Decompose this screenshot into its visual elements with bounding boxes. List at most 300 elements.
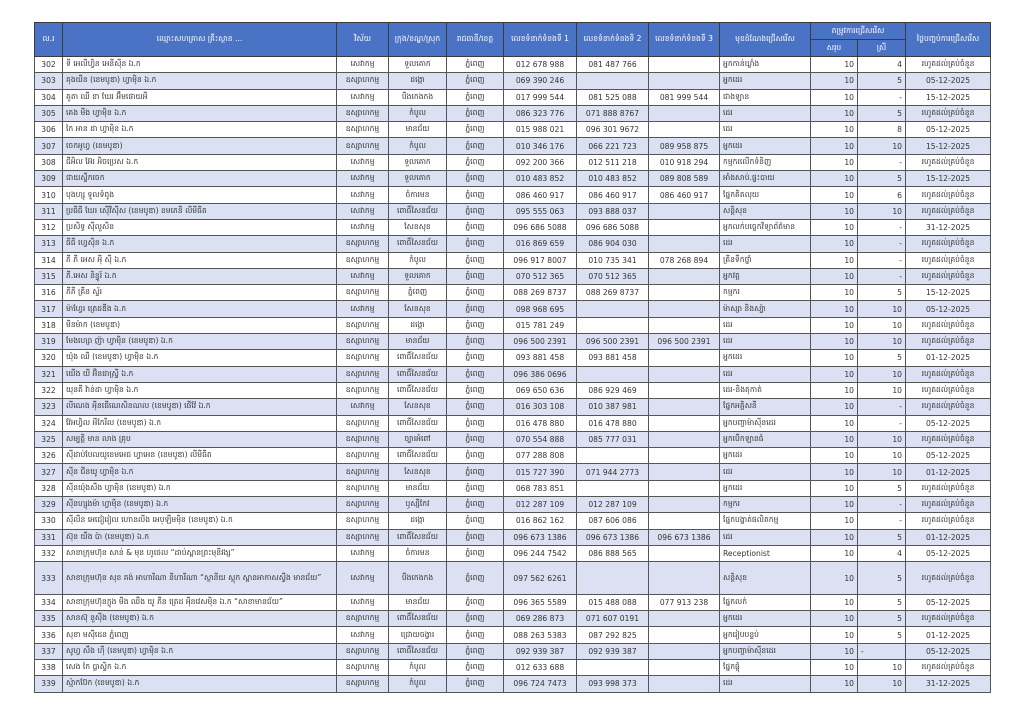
phone-3-cell <box>649 301 720 317</box>
phone-3-cell <box>649 643 720 659</box>
sector-cell: សេវាកម្ម <box>337 203 389 219</box>
table-row <box>35 252 991 268</box>
sector-cell: ឧស្សាហកម្ម <box>337 366 389 382</box>
sector-cell: ឧស្សាហកម្ម <box>337 122 389 138</box>
position-cell: ផ្នែកលក់ <box>720 594 811 610</box>
district-cell: ពោធិ៍សែនជ័យ <box>389 366 447 382</box>
total-count-cell: 10 <box>811 562 858 595</box>
total-count-cell: 10 <box>811 545 858 561</box>
end-date-cell: រហូតដល់គ្រប់ចំនួន <box>906 611 991 627</box>
table-row <box>35 659 991 675</box>
sector-cell: សេវាកម្ម <box>337 301 389 317</box>
table-row <box>35 382 991 398</box>
female-count-cell: 10 <box>858 301 906 317</box>
phone-2-cell: 092 939 387 <box>577 643 649 659</box>
position-cell: គ្រីនទឹកថ្នាំ <box>720 252 811 268</box>
phone-1-cell: 016 478 880 <box>504 415 577 431</box>
company-name-cell: ជីអិល អ៊ែរ អិចប្រេស ឯ.ក <box>63 154 337 170</box>
end-date-cell: រហូតដល់គ្រប់ចំនួន <box>906 480 991 496</box>
total-count-cell: 10 <box>811 529 858 545</box>
company-name-cell: យើង យី អ៊ិនដាស្ទ្រី ឯ.ក <box>63 366 337 382</box>
sector-cell: ឧស្សាហកម្ម <box>337 448 389 464</box>
phone-1-cell: 070 554 888 <box>504 431 577 447</box>
table-row <box>35 350 991 366</box>
female-count-cell: 6 <box>858 187 906 203</box>
end-date-cell: 05-12-2025 <box>906 643 991 659</box>
table-row <box>35 154 991 170</box>
sector-cell: សេវាកម្ម <box>337 154 389 170</box>
phone-1-cell: 096 917 8007 <box>504 252 577 268</box>
phone-2-cell: 010 483 852 <box>577 171 649 187</box>
row-no-cell: 339 <box>35 676 63 692</box>
position-cell: អ្នកបញ្ជាម៉ាស៊ីនដេរ <box>720 643 811 659</box>
position-cell: កម្មករ <box>720 497 811 513</box>
phone-2-cell: 010 387 981 <box>577 399 649 415</box>
phone-2-cell: 088 269 8737 <box>577 285 649 301</box>
phone-1-cell: 069 286 873 <box>504 611 577 627</box>
sector-cell: ឧស្សាហកម្ម <box>337 105 389 121</box>
province-cell: ភ្នំពេញ <box>447 497 504 513</box>
end-date-cell: រហូតដល់គ្រប់ចំនួន <box>906 659 991 675</box>
table-row <box>35 480 991 496</box>
table-row <box>35 105 991 121</box>
phone-3-cell <box>649 497 720 513</box>
total-count-cell: 10 <box>811 513 858 529</box>
total-count-cell: 10 <box>811 334 858 350</box>
end-date-cell: រហូតដល់គ្រប់ចំនួន <box>906 382 991 398</box>
end-date-cell: 15-12-2025 <box>906 89 991 105</box>
phone-2-cell: 093 888 037 <box>577 203 649 219</box>
district-cell: ជ្រោយចង្វារ <box>389 627 447 643</box>
district-cell: មានជ័យ <box>389 594 447 610</box>
sector-cell: ឧស្សាហកម្ម <box>337 659 389 675</box>
row-no-cell: 334 <box>35 594 63 610</box>
table-row <box>35 399 991 415</box>
phone-3-cell: 086 460 917 <box>649 187 720 203</box>
phone-1-cell: 016 869 659 <box>504 236 577 252</box>
province-cell: ភ្នំពេញ <box>447 187 504 203</box>
province-cell: ភ្នំពេញ <box>447 236 504 252</box>
province-cell: ភ្នំពេញ <box>447 545 504 561</box>
phone-3-cell <box>649 627 720 643</box>
sector-cell: ឧស្សាហកម្ម <box>337 382 389 398</box>
phone-2-cell: 016 478 880 <box>577 415 649 431</box>
end-date-cell: 01-12-2025 <box>906 627 991 643</box>
row-no-cell: 305 <box>35 105 63 121</box>
sector-cell: ឧស្សាហកម្ម <box>337 73 389 89</box>
province-cell: ភ្នំពេញ <box>447 105 504 121</box>
province-cell: ភ្នំពេញ <box>447 268 504 284</box>
position-cell: អ្នកដេរ <box>720 480 811 496</box>
phone-1-cell: 096 673 1386 <box>504 529 577 545</box>
phone-2-cell: 071 607 0191 <box>577 611 649 627</box>
province-cell: ភ្នំពេញ <box>447 611 504 627</box>
table-row <box>35 236 991 252</box>
phone-1-cell: 096 500 2391 <box>504 334 577 350</box>
company-name-cell: បុងហ្សុ ទួលទំពូង <box>63 187 337 203</box>
phone-3-cell <box>649 366 720 382</box>
end-date-cell: រហូតដល់គ្រប់ចំនួន <box>906 105 991 121</box>
position-cell: ដេរ <box>720 366 811 382</box>
phone-2-cell: 085 777 031 <box>577 431 649 447</box>
total-count-cell: 10 <box>811 464 858 480</box>
phone-2-cell: 070 512 365 <box>577 268 649 284</box>
phone-1-cell: 086 460 917 <box>504 187 577 203</box>
end-date-cell: រហូតដល់គ្រប់ចំនួន <box>906 203 991 219</box>
district-cell: សែនសុខ <box>389 301 447 317</box>
phone-3-cell <box>649 203 720 219</box>
female-count-cell: 8 <box>858 122 906 138</box>
phone-3-cell <box>649 122 720 138</box>
row-no-cell: 314 <box>35 252 63 268</box>
province-cell: ភ្នំពេញ <box>447 334 504 350</box>
district-cell: កំបូល <box>389 138 447 154</box>
end-date-cell: រហូតដល់គ្រប់ចំនួន <box>906 57 991 73</box>
company-name-cell: សាខាក្រុមហ៊ុន សាន់ & មុន ហូថេល “ដាប់ស្ពានព្រះមុនីវង្ស” <box>63 545 337 561</box>
sector-cell: ឧស្សាហកម្ម <box>337 676 389 692</box>
company-name-cell: សេង កៃ ប្លាស្ទិក ឯ.ក <box>63 659 337 675</box>
company-name-cell: សូហ្វ សឹង ហ៊ី (ខេមបូឌា) ហ្វាម៉ិន ឯ.ក <box>63 643 337 659</box>
phone-2-cell: 086 929 469 <box>577 382 649 398</box>
sector-cell: សេវាកម្ម <box>337 89 389 105</box>
phone-2-cell: 010 735 341 <box>577 252 649 268</box>
end-date-cell: 05-12-2025 <box>906 301 991 317</box>
female-count-cell: - <box>858 89 906 105</box>
phone-3-cell <box>649 676 720 692</box>
phone-1-cell: 088 263 5383 <box>504 627 577 643</box>
row-no-cell: 311 <box>35 203 63 219</box>
female-count-cell: 5 <box>858 562 906 595</box>
total-count-cell: 10 <box>811 89 858 105</box>
row-no-cell: 330 <box>35 513 63 529</box>
district-cell: ដង្កោ <box>389 317 447 333</box>
province-cell: ភ្នំពេញ <box>447 219 504 235</box>
table-row <box>35 268 991 284</box>
position-cell: កម្មករ <box>720 285 811 301</box>
province-cell: ភ្នំពេញ <box>447 464 504 480</box>
position-cell: អ្នកដេរ <box>720 350 811 366</box>
company-name-cell: ចេកអូហ្វ (ខេមបូឌា) <box>63 138 337 154</box>
province-cell: ភ្នំពេញ <box>447 480 504 496</box>
end-date-cell: 05-12-2025 <box>906 73 991 89</box>
position-cell: កម្មករលើកទំនិញ <box>720 154 811 170</box>
end-date-cell: 05-12-2025 <box>906 448 991 464</box>
total-count-cell: 10 <box>811 236 858 252</box>
female-count-cell: 10 <box>858 448 906 464</box>
phone-1-cell: 010 483 852 <box>504 171 577 187</box>
phone-2-cell: 096 686 5088 <box>577 219 649 235</box>
table-row <box>35 431 991 447</box>
position-cell: ដេរ <box>720 529 811 545</box>
total-count-cell: 10 <box>811 268 858 284</box>
female-count-cell: 10 <box>858 366 906 382</box>
position-cell: ដេរ <box>720 464 811 480</box>
position-cell: អ្នកដេរ <box>720 73 811 89</box>
province-cell: ភ្នំពេញ <box>447 285 504 301</box>
district-cell: បឹងកេងកង <box>389 562 447 595</box>
position-cell: ដេរ <box>720 122 811 138</box>
phone-3-cell: 096 500 2391 <box>649 334 720 350</box>
phone-1-cell: 016 862 162 <box>504 513 577 529</box>
sector-cell: ឧស្សាហកម្ម <box>337 529 389 545</box>
female-count-cell: 10 <box>858 334 906 350</box>
row-no-cell: 302 <box>35 57 63 73</box>
phone-3-cell: 096 673 1386 <box>649 529 720 545</box>
phone-1-cell: 010 346 176 <box>504 138 577 154</box>
total-count-cell: 10 <box>811 643 858 659</box>
phone-3-cell <box>649 480 720 496</box>
position-cell: ផ្នែកគិតលុយ <box>720 187 811 203</box>
sector-cell: សេវាកម្ម <box>337 562 389 595</box>
row-no-cell: 316 <box>35 285 63 301</box>
end-date-cell: 01-12-2025 <box>906 529 991 545</box>
district-cell: ទួលគោក <box>389 268 447 284</box>
phone-1-cell: 092 939 387 <box>504 643 577 659</box>
table-row <box>35 138 991 154</box>
phone-3-cell <box>649 350 720 366</box>
position-cell: ផ្នែកផ្គុំ <box>720 659 811 675</box>
phone-3-cell: 010 918 294 <box>649 154 720 170</box>
district-cell: ពោធិ៍សែនជ័យ <box>389 415 447 431</box>
recruitment-table <box>34 22 991 693</box>
district-cell: ចំការមន <box>389 187 447 203</box>
table-row <box>35 57 991 73</box>
row-no-cell: 315 <box>35 268 63 284</box>
total-count-cell: 10 <box>811 219 858 235</box>
phone-1-cell: 095 555 063 <box>504 203 577 219</box>
phone-3-cell: 081 999 544 <box>649 89 720 105</box>
female-count-cell: - <box>858 399 906 415</box>
sector-cell: ឧស្សាហកម្ម <box>337 497 389 513</box>
table-row <box>35 301 991 317</box>
phone-2-cell: 096 301 9672 <box>577 122 649 138</box>
header-position: មុខដំណែងជ្រើសរើស <box>720 23 811 57</box>
row-no-cell: 312 <box>35 219 63 235</box>
end-date-cell: 01-12-2025 <box>906 464 991 480</box>
female-count-cell: - <box>858 154 906 170</box>
district-cell: មានជ័យ <box>389 122 447 138</box>
total-count-cell: 10 <box>811 301 858 317</box>
female-count-cell: 5 <box>858 171 906 187</box>
end-date-cell: រហូតដល់គ្រប់ចំនួន <box>906 187 991 203</box>
table-row <box>35 122 991 138</box>
sector-cell: សេវាកម្ម <box>337 219 389 235</box>
company-name-cell: កៃ អាន ដា ហ្វាម៉ិន ឯ.ក <box>63 122 337 138</box>
phone-2-cell: 087 606 086 <box>577 513 649 529</box>
company-name-cell: ភី.អេស និន្ទូរ៍ ឯ.ក <box>63 268 337 284</box>
district-cell: សែនសុខ <box>389 399 447 415</box>
province-cell: ភ្នំពេញ <box>447 350 504 366</box>
phone-3-cell: 089 958 875 <box>649 138 720 154</box>
table-row <box>35 73 991 89</box>
row-no-cell: 336 <box>35 627 63 643</box>
female-count-cell: 4 <box>858 545 906 561</box>
end-date-cell: រហូតដល់គ្រប់ចំនួន <box>906 399 991 415</box>
phone-2-cell: 086 460 917 <box>577 187 649 203</box>
phone-1-cell: 070 512 365 <box>504 268 577 284</box>
phone-1-cell: 086 323 776 <box>504 105 577 121</box>
row-no-cell: 327 <box>35 464 63 480</box>
table-row <box>35 676 991 692</box>
position-cell: អ្នកដេរ <box>720 138 811 154</box>
end-date-cell: 05-12-2025 <box>906 594 991 610</box>
row-no-cell: 337 <box>35 643 63 659</box>
sector-cell: សេវាកម្ម <box>337 627 389 643</box>
total-count-cell: 10 <box>811 594 858 610</box>
company-name-cell: គុងយីន (ខេមបូឌា) ហ្វាម៉ិន ឯ.ក <box>63 73 337 89</box>
sector-cell: ឧស្សាហកម្ម <box>337 480 389 496</box>
company-name-cell: ភីភី គ្រីន ស្ទ័រ <box>63 285 337 301</box>
phone-1-cell: 015 727 390 <box>504 464 577 480</box>
row-no-cell: 332 <box>35 545 63 561</box>
female-count-cell: 5 <box>858 529 906 545</box>
phone-2-cell: 081 525 088 <box>577 89 649 105</box>
female-count-cell: 5 <box>858 594 906 610</box>
company-name-cell: គូតា ឈី ខា ឃែរ អ៊ឹមផោយអឺ <box>63 89 337 105</box>
province-cell: ភ្នំពេញ <box>447 659 504 675</box>
phone-3-cell <box>649 219 720 235</box>
end-date-cell: រហូតដល់គ្រប់ចំនួន <box>906 334 991 350</box>
phone-1-cell: 096 686 5088 <box>504 219 577 235</box>
phone-1-cell: 012 633 688 <box>504 659 577 675</box>
province-cell: ភ្នំពេញ <box>447 643 504 659</box>
phone-1-cell: 077 288 808 <box>504 448 577 464</box>
header-sector: វិស័យ <box>337 23 389 57</box>
phone-1-cell: 096 244 7542 <box>504 545 577 561</box>
female-count-cell: 5 <box>858 611 906 627</box>
female-count-cell: - <box>858 268 906 284</box>
phone-3-cell <box>649 545 720 561</box>
end-date-cell: រហូតដល់គ្រប់ចំនួន <box>906 268 991 284</box>
position-cell: ដេរ <box>720 317 811 333</box>
province-cell: ភ្នំពេញ <box>447 138 504 154</box>
position-cell: ម៉ាស្សា និងស្ប៉ា <box>720 301 811 317</box>
female-count-cell: 5 <box>858 627 906 643</box>
total-count-cell: 10 <box>811 252 858 268</box>
district-cell: បឹងកេងកង <box>389 89 447 105</box>
row-no-cell: 328 <box>35 480 63 496</box>
header-phone-2: លេខទំនាក់ទំនងទី 2 <box>577 23 649 57</box>
company-name-cell: សុខា មស៊ីដេន ភ្នំពេញ <box>63 627 337 643</box>
total-count-cell: 10 <box>811 105 858 121</box>
sector-cell: សេវាកម្ម <box>337 268 389 284</box>
phone-1-cell: 012 678 988 <box>504 57 577 73</box>
total-count-cell: 10 <box>811 676 858 692</box>
table-row <box>35 464 991 480</box>
total-count-cell: 10 <box>811 480 858 496</box>
district-cell: ពោធិ៍សែនជ័យ <box>389 382 447 398</box>
sector-cell: សេវាកម្ម <box>337 399 389 415</box>
position-cell: ដេរ-និងតុកាត់ <box>720 382 811 398</box>
female-count-cell: 5 <box>858 480 906 496</box>
company-name-cell: ស៊ីលីន អេជៀរៀល ហោនលីង អេប្ឡឺមម៉ិន (ខេមបូឌា) ឯ.ក <box>63 513 337 529</box>
total-count-cell: 10 <box>811 285 858 301</box>
end-date-cell: 15-12-2025 <box>906 138 991 154</box>
province-cell: ភ្នំពេញ <box>447 415 504 431</box>
row-no-cell: 310 <box>35 187 63 203</box>
table-row <box>35 562 991 595</box>
company-name-cell: សានស៊ុ នួស៊ីង (ខេមបូឌា) ឯ.ក <box>63 611 337 627</box>
phone-2-cell: 086 888 565 <box>577 545 649 561</box>
phone-3-cell <box>649 382 720 398</box>
table-row <box>35 415 991 431</box>
company-name-cell: យុនតី វ៉ាន់ដា ហ្វាម៉ិន ឯ.ក <box>63 382 337 398</box>
female-count-cell: 5 <box>858 105 906 121</box>
phone-1-cell: 092 200 366 <box>504 154 577 170</box>
header-phone-3: លេខទំនាក់ទំនងទី 3 <box>649 23 720 57</box>
sector-cell: ឧស្សាហកម្ម <box>337 317 389 333</box>
sector-cell: សេវាកម្ម <box>337 187 389 203</box>
district-cell: ពោធិ៍សែនជ័យ <box>389 203 447 219</box>
header-female: ស្រី <box>858 40 906 57</box>
table-row <box>35 187 991 203</box>
row-no-cell: 321 <box>35 366 63 382</box>
province-cell: ភ្នំពេញ <box>447 252 504 268</box>
position-cell: អ្នកកាន់ឃ្លាំង <box>720 57 811 73</box>
company-name-cell: គេង មីង ហ្វាម៉ិន ឯ.ក <box>63 105 337 121</box>
position-cell: ដេរ <box>720 105 811 121</box>
end-date-cell: រហូតដល់គ្រប់ចំនួន <box>906 317 991 333</box>
table-row <box>35 545 991 561</box>
province-cell: ភ្នំពេញ <box>447 317 504 333</box>
province-cell: ភ្នំពេញ <box>447 399 504 415</box>
sector-cell: ឧស្សាហកម្ម <box>337 252 389 268</box>
row-no-cell: 317 <box>35 301 63 317</box>
phone-3-cell <box>649 268 720 284</box>
position-cell: អ្នកបញ្ជាម៉ាស៊ីនដេរ <box>720 415 811 431</box>
district-cell: ពោធិ៍សែនជ័យ <box>389 611 447 627</box>
row-no-cell: 306 <box>35 122 63 138</box>
female-count-cell: 10 <box>858 317 906 333</box>
company-name-cell: សាខាក្រុមហ៊ុន សុខ គង់ អាហារីណា នីហារីណា “ស្ថានីយ ស្តុក ស្ពានអាកាសស្ទឹង មានជ័យ” <box>63 562 337 595</box>
phone-3-cell <box>649 562 720 595</box>
province-cell: ភ្នំពេញ <box>447 89 504 105</box>
table-row <box>35 611 991 627</box>
header-demand: តម្រូវការជ្រើសរើស <box>811 23 906 40</box>
female-count-cell: - <box>858 497 906 513</box>
position-cell: អ្នកលក់បច្ចេកវិទ្យាព័ត៌មាន <box>720 219 811 235</box>
position-cell: ផ្នែកអគ្គិសនី <box>720 399 811 415</box>
position-cell: ដេរ <box>720 236 811 252</box>
district-cell: ពោធិ៍សែនជ័យ <box>389 643 447 659</box>
female-count-cell: - <box>858 643 906 659</box>
position-cell: អ្នកដេរ <box>720 448 811 464</box>
company-name-cell: ប្រធីធី ឃែរ ស៊ើវីស៊ីស (ខេមបូឌា) ខមភេនី លីមីធីត <box>63 203 337 219</box>
row-no-cell: 324 <box>35 415 63 431</box>
sector-cell: ឧស្សាហកម្ម <box>337 464 389 480</box>
sector-cell: ឧស្សាហកម្ម <box>337 415 389 431</box>
phone-2-cell: 096 500 2391 <box>577 334 649 350</box>
company-name-cell: ធីធី ហ្វេស៊ិន ឯ.ក <box>63 236 337 252</box>
phone-1-cell: 017 999 544 <box>504 89 577 105</box>
phone-1-cell: 015 781 249 <box>504 317 577 333</box>
phone-2-cell <box>577 659 649 675</box>
table-row <box>35 171 991 187</box>
phone-1-cell: 069 650 636 <box>504 382 577 398</box>
table-row <box>35 334 991 350</box>
total-count-cell: 10 <box>811 431 858 447</box>
district-cell: ភ្នំពេញ <box>389 285 447 301</box>
table-row <box>35 89 991 105</box>
phone-3-cell <box>649 464 720 480</box>
district-cell: ដង្កោ <box>389 73 447 89</box>
province-cell: ភ្នំពេញ <box>447 594 504 610</box>
phone-2-cell: 015 488 088 <box>577 594 649 610</box>
phone-1-cell: 097 562 6261 <box>504 562 577 595</box>
district-cell: ពោធិ៍សែនជ័យ <box>389 350 447 366</box>
province-cell: ភ្នំពេញ <box>447 448 504 464</box>
district-cell: កំបូល <box>389 676 447 692</box>
